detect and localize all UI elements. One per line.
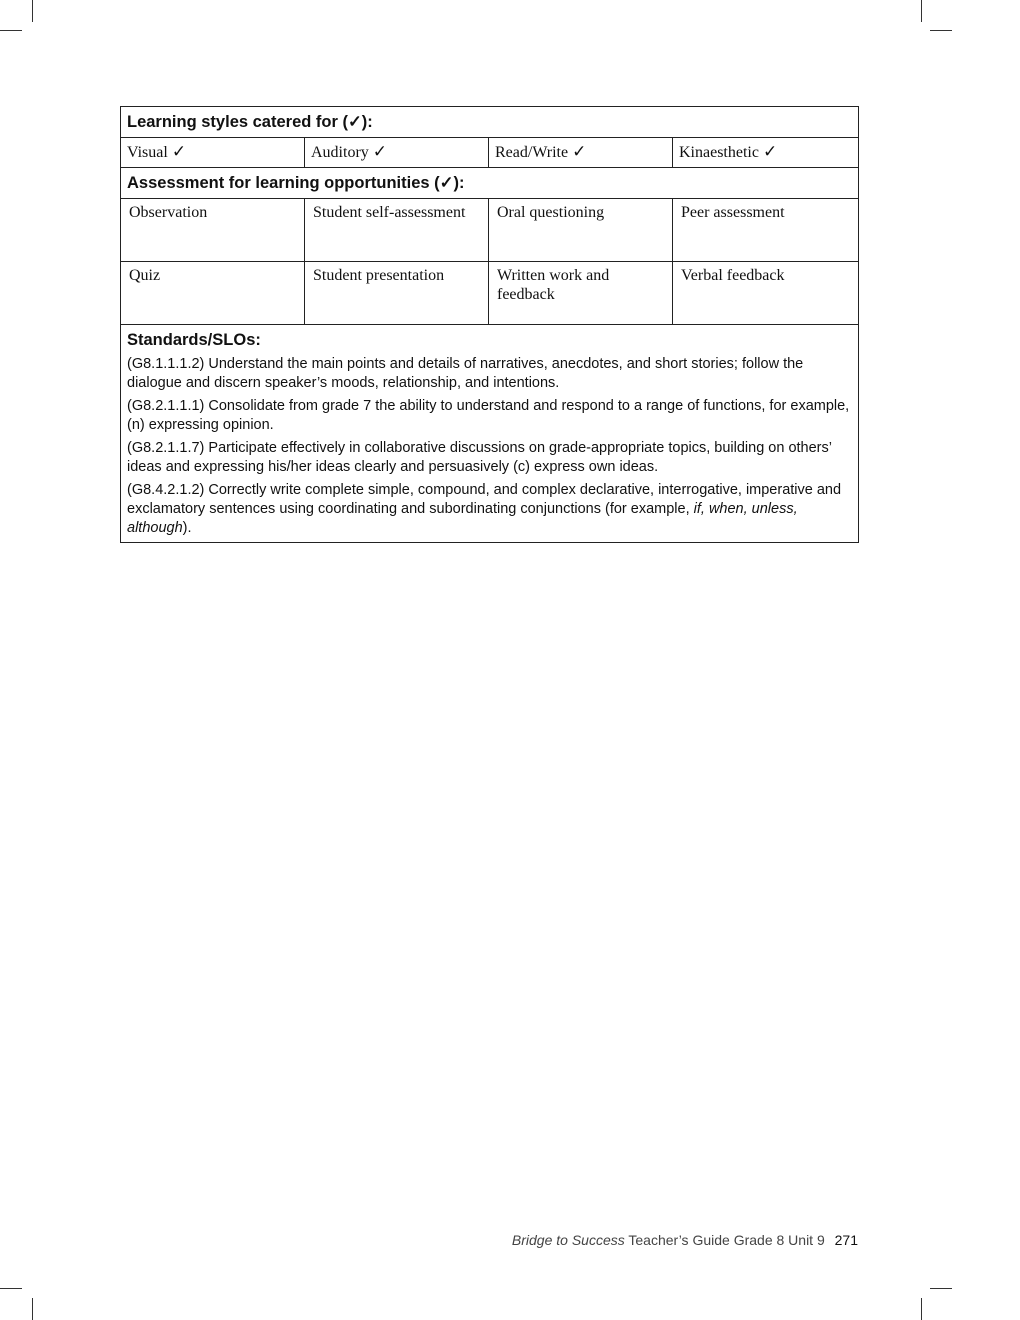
standard-text: (G8.4.2.1.2) Correctly write complete simple, compound, and complex declarative, interrogative, imperative and exclamatory sentences using coordinating and subordinating conjunctions (for example, — [127, 482, 842, 517]
standard-italic-examples: if, when, unless, although — [127, 501, 798, 536]
style-label: Auditory — [311, 144, 369, 161]
check-mark-icon: ✓ — [372, 142, 388, 162]
assessment-cell: Student presentation — [305, 262, 489, 325]
learning-style-kinaesthetic — [673, 138, 859, 168]
learning-style-visual — [121, 138, 305, 168]
standard-item: (G8.1.1.1.2) Understand the main points and details of narratives, anecdotes, and short stories; follow the dialogue and discern speaker’s moods, relationship, and intentions. — [127, 356, 804, 391]
learning-styles-row — [121, 138, 859, 168]
standard-item: (G8.2.1.1.7) Participate effectively in collaborative discussions on grade-appropriate topics, building on others’ ideas and expressing his/her ideas clearly and persuasively (c) express own ideas. — [127, 440, 832, 475]
assessment-cell: Quiz — [121, 262, 305, 325]
guide-subtitle: Teacher’s Guide Grade 8 Unit 9 — [628, 1232, 825, 1248]
crop-mark — [32, 0, 33, 22]
crop-mark — [0, 30, 22, 31]
assessment-cell: Written work and feedback — [489, 262, 673, 325]
style-label: Visual — [127, 144, 168, 161]
style-label: Kinaesthetic — [679, 144, 759, 161]
standard-item — [127, 481, 852, 538]
assessment-cell: Peer assessment — [673, 199, 859, 262]
check-mark-icon: ✓ — [572, 142, 587, 162]
page-number: 271 — [834, 1232, 858, 1248]
assessment-cell: Oral questioning — [489, 199, 673, 262]
assessment-row — [121, 199, 859, 262]
assessment-cell: Student self-assessment — [305, 199, 489, 262]
learning-style-auditory — [305, 138, 489, 168]
crop-mark — [921, 1298, 922, 1320]
crop-mark — [0, 1288, 22, 1289]
crop-mark — [930, 30, 952, 31]
crop-mark — [930, 1288, 952, 1289]
book-title: Bridge to Success — [511, 1232, 625, 1248]
assessment-cell: Verbal feedback — [673, 262, 859, 325]
standard-item: (G8.2.1.1.1) Consolidate from grade 7 the ability to understand and respond to a range of functions, for example, (n) expressing opinion. — [127, 398, 850, 433]
assessment-cell: Observation — [121, 199, 305, 262]
crop-mark — [921, 0, 922, 22]
learning-styles-heading: Learning styles catered for (✓): — [121, 107, 859, 138]
check-mark-icon: ✓ — [762, 142, 778, 162]
lesson-plan-table — [120, 106, 859, 543]
page-footer — [512, 1232, 858, 1248]
standards-section — [121, 325, 859, 543]
check-mark-icon: ✓ — [171, 142, 187, 162]
standard-text-end: ). — [182, 520, 192, 536]
learning-style-read-write — [489, 138, 673, 168]
assessment-heading: Assessment for learning opportunities (✓): — [121, 168, 859, 199]
crop-mark — [32, 1298, 33, 1320]
assessment-row — [121, 262, 859, 325]
style-label: Read/Write — [495, 144, 569, 161]
standards-heading: Standards/SLOs: — [127, 331, 261, 349]
